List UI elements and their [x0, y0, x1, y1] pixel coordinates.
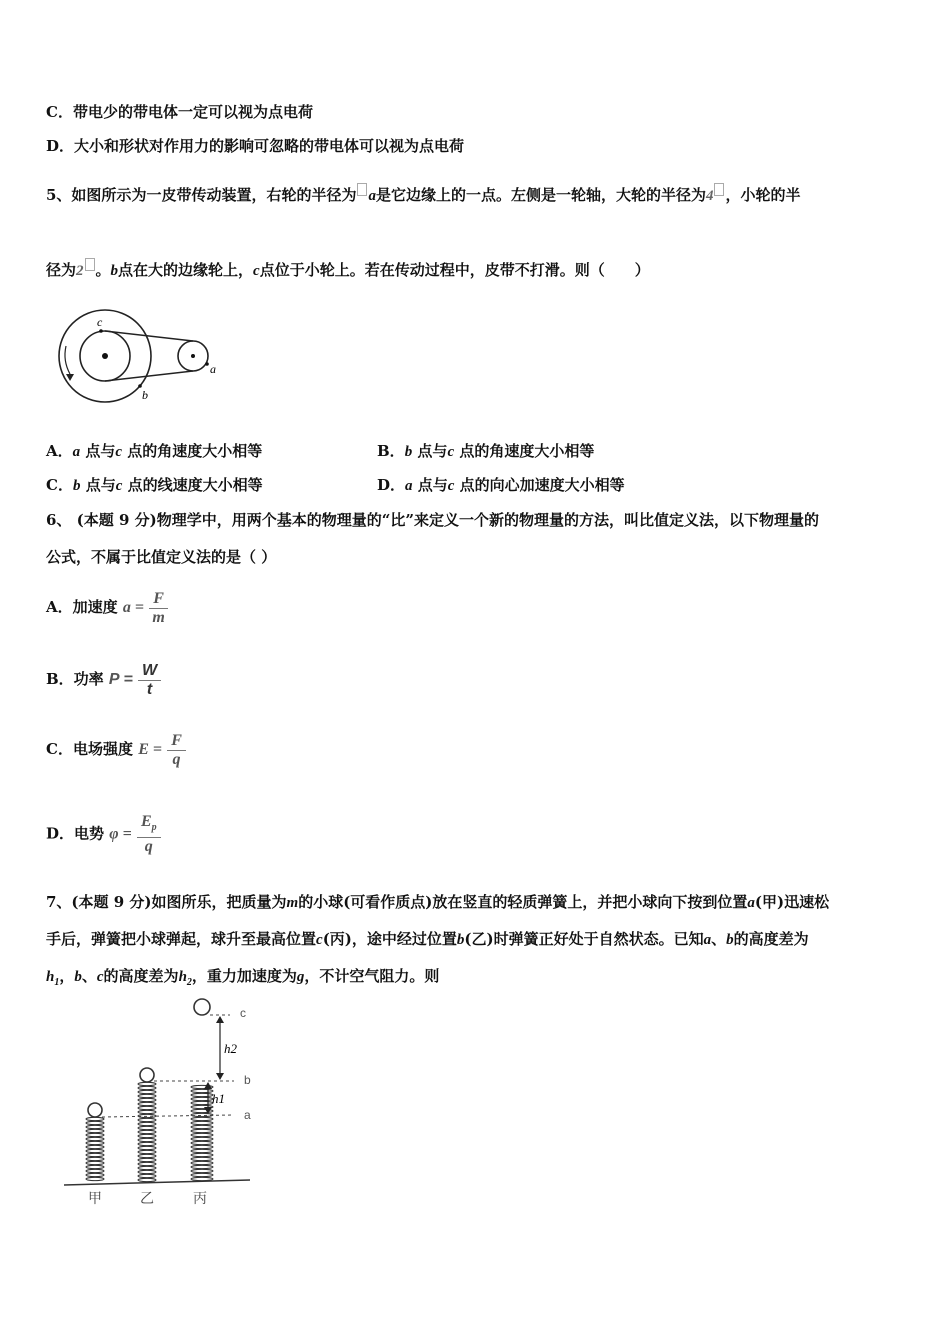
spring-coil	[138, 1150, 156, 1153]
q6-stem-line1: 6、 (本题 9 分)物理学中，用两个基本的物理量的“比”来定义一个新的物理量的方法，叫比值定义法，以下物理量的	[46, 511, 819, 529]
spring-coil	[191, 1129, 213, 1132]
ball-jia	[88, 1103, 102, 1117]
spring-coil	[191, 1125, 213, 1128]
spring-coil	[138, 1158, 156, 1161]
label-b: b	[244, 1073, 251, 1087]
spring-coil	[138, 1094, 156, 1097]
q4-option-c: C．带电少的带电体一定可以视为点电荷	[46, 103, 313, 121]
q5-option-c: C．b 点与c 点的线速度大小相等	[46, 476, 263, 494]
q5-option-d: D．a 点与c 点的向心加速度大小相等	[377, 476, 625, 494]
label-h1: h1	[212, 1091, 225, 1106]
spring-coil	[191, 1153, 213, 1156]
spring-coil	[191, 1113, 213, 1116]
spring-coil	[86, 1133, 104, 1136]
fraction: $\frac{W}{t}$	[138, 662, 161, 699]
right-axle-dot	[191, 354, 195, 358]
spring-coil	[138, 1086, 156, 1089]
q4-option-d: D．大小和形状对作用力的影响可忽略的带电体可以视为点电荷	[46, 137, 465, 155]
spring-coil	[86, 1165, 104, 1168]
spring-jia	[86, 1117, 104, 1180]
spring-coil	[86, 1153, 104, 1156]
dash-a	[102, 1115, 234, 1117]
q5-stem-line1: 5、如图所示为一皮带传动装置，右轮的半径为 a是它边缘上的一点。左侧是一轮轴，大轮的半径为4 ，小轮的半	[46, 183, 800, 206]
q7-stem-line2: 手后，弹簧把小球弹起，球升至最高位置c(丙)，途中经过位置b(乙)时弹簧正好处于自然状态。已知a、b的高度差为	[46, 930, 809, 948]
spring-coil	[191, 1173, 213, 1176]
spring-coil	[138, 1098, 156, 1101]
spring-coil	[191, 1137, 213, 1140]
spring-coil	[86, 1173, 104, 1176]
spring-bing	[191, 1085, 213, 1180]
belt-pulley-figure	[52, 306, 232, 410]
spring-coil	[86, 1169, 104, 1172]
spring-coil	[86, 1161, 104, 1164]
label-c: c	[97, 315, 103, 329]
label-yi: 乙	[140, 1191, 154, 1207]
spring-coil	[191, 1101, 213, 1104]
spring-coil	[191, 1093, 213, 1096]
spring-coil	[191, 1089, 213, 1092]
h2-arrowhead-top	[216, 1016, 224, 1023]
fraction: $\frac{E_p}{q}$	[137, 813, 161, 856]
ball-bing	[194, 999, 210, 1015]
q5-stem-line2: 径为2 。b点在大的边缘轮上，c点位于小轮上。若在传动过程中，皮带不打滑。则（ ）	[46, 258, 650, 281]
ball-yi	[140, 1068, 154, 1082]
placeholder-glyph	[85, 258, 95, 271]
spring-coil	[138, 1082, 156, 1085]
spring-coil	[86, 1117, 104, 1120]
spring-coil	[191, 1177, 213, 1180]
spring-coil	[138, 1178, 156, 1181]
spring-coil	[191, 1117, 213, 1120]
fraction: $\frac{F}{q}$	[167, 732, 186, 769]
spring-coil	[86, 1177, 104, 1180]
q6-option-c: C．电场强度 E = $\frac{F}{q}$	[46, 730, 186, 769]
point-c	[99, 329, 103, 333]
spring-coil	[138, 1170, 156, 1173]
spring-coil	[86, 1157, 104, 1160]
spring-coil	[191, 1149, 213, 1152]
spring-coil	[191, 1141, 213, 1144]
spring-coil	[138, 1142, 156, 1145]
q7-stem-line3: $h_1$，b、c的高度差为$h_2$，重力加速度为g，不计空气阻力。则	[46, 967, 440, 988]
spring-coil	[86, 1149, 104, 1152]
q5-option-b: B．b 点与c 点的角速度大小相等	[377, 442, 595, 460]
spring-coil	[86, 1121, 104, 1124]
axle-dot	[102, 353, 108, 359]
spring-coil	[138, 1090, 156, 1093]
spring-coil	[138, 1102, 156, 1105]
spring-coil	[138, 1146, 156, 1149]
spring-coil	[191, 1133, 213, 1136]
arrowhead	[66, 374, 74, 381]
spring-yi	[138, 1082, 156, 1181]
q6-option-a: A．加速度 a = $\frac{F}{m}$	[46, 588, 168, 627]
placeholder-glyph	[357, 183, 367, 196]
spring-coil	[191, 1121, 213, 1124]
h2-arrowhead-bottom	[216, 1073, 224, 1080]
spring-coil	[86, 1137, 104, 1140]
spring-coil	[191, 1157, 213, 1160]
spring-coil	[138, 1110, 156, 1113]
label-a: a	[210, 362, 216, 376]
label-b: b	[142, 388, 148, 402]
rotation-arrow	[65, 346, 70, 374]
spring-coil	[191, 1161, 213, 1164]
spring-coil	[138, 1154, 156, 1157]
fraction: $\frac{F}{m}$	[149, 590, 168, 627]
label-c: c	[240, 1006, 246, 1020]
spring-coil	[138, 1134, 156, 1137]
spring-coil	[191, 1097, 213, 1100]
spring-coil	[138, 1162, 156, 1165]
belt-top	[105, 331, 193, 341]
spring-coil	[86, 1141, 104, 1144]
spring-coil	[138, 1106, 156, 1109]
spring-coil	[191, 1165, 213, 1168]
label-h2: h2	[224, 1041, 237, 1056]
spring-coil	[138, 1138, 156, 1141]
label-a: a	[244, 1108, 251, 1122]
q5-option-a: A．a 点与c 点的角速度大小相等	[46, 442, 263, 460]
spring-coil	[86, 1125, 104, 1128]
point-a	[205, 362, 209, 366]
spring-coil	[191, 1145, 213, 1148]
belt-bottom	[105, 371, 193, 381]
spring-coil	[86, 1145, 104, 1148]
spring-coil	[191, 1169, 213, 1172]
spring-coil	[138, 1118, 156, 1121]
label-bing: 丙	[193, 1191, 207, 1207]
spring-coil	[138, 1122, 156, 1125]
spring-coil	[138, 1174, 156, 1177]
spring-coil	[138, 1166, 156, 1169]
spring-coil	[138, 1126, 156, 1129]
q7-stem-line1: 7、(本题 9 分)如图所乐，把质量为m的小球(可看作质点)放在竖直的轻质弹簧上，并把小球向下按到位置a(甲)迅速松	[46, 893, 830, 911]
spring-coil	[86, 1129, 104, 1132]
placeholder-glyph	[714, 183, 724, 196]
q6-stem-line2: 公式，不属于比值定义法的是（ ）	[46, 548, 277, 566]
q6-option-b: B．功率 P = $\frac{W}{t}$	[46, 660, 161, 699]
label-jia: 甲	[88, 1191, 102, 1207]
spring-figure	[58, 995, 258, 1210]
spring-coil	[138, 1130, 156, 1133]
q6-option-d: D．电势 φ = $\frac{E_p}{q}$	[46, 813, 161, 856]
